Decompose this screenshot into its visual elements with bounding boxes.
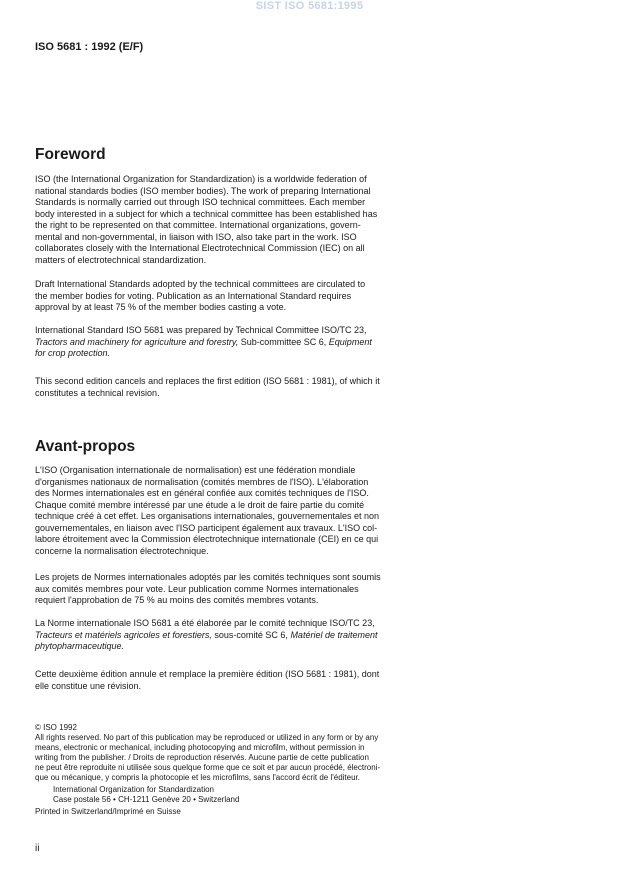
- subcommittee-title: Equipment: [328, 336, 372, 347]
- text-line: constitutes a technical revision.: [35, 387, 160, 398]
- foreword-paragraph-4: [35, 376, 582, 399]
- text-line: [35, 348, 582, 360]
- organization-address: Case postale 56 • CH-1211 Genève 20 • Switzerland: [53, 795, 240, 804]
- rights-line: ne peut être reproduite ni utilisée sous quelque forme que ce soit et par aucun procédé, électroni-: [35, 763, 381, 772]
- text-line: La Norme internationale ISO 5681 a été élaborée par le comité technique ISO/TC 23,: [35, 618, 375, 628]
- text-line: This second edition cancels and replaces the first edition (ISO 5681 : 1981), of which it: [35, 376, 380, 386]
- text-line: approval by at least 75 % of the member bodies casting a vote.: [35, 302, 287, 312]
- foreword-paragraph-3: [35, 325, 582, 360]
- rights-line: writing from the publisher. / Droits de reproduction réservés. Aucune partie de cette publication: [35, 753, 369, 762]
- text-line: Standards is normally carried out through ISO technical committees. Each member: [35, 197, 366, 207]
- text-line: d'organismes nationaux de normalisation (comités membres de l'ISO). L'élaboration: [35, 476, 369, 487]
- foreword-title: Foreword: [35, 146, 106, 163]
- rights-line: means, electronic or mechanical, including photocopying and microfilm, without permission in: [35, 743, 365, 752]
- avant-propos-paragraph-1: [35, 465, 582, 557]
- subcommittee-title-cont: phytopharmaceutique.: [35, 641, 125, 651]
- document-header: ISO 5681 : 1992 (E/F): [35, 41, 144, 53]
- foreword-paragraph-2: [35, 279, 582, 314]
- foreword-paragraph-1: [35, 174, 582, 266]
- text-line: International Standard ISO 5681 was prepared by Technical Committee ISO/TC 23,: [35, 325, 367, 335]
- text-line: [35, 641, 582, 653]
- text-line: concerne la normalisation électrotechnique.: [35, 545, 209, 556]
- rights-line: que ou mécanique, y compris la photocopie et les microfilms, sans l'accord écrit de l'éditeur.: [35, 773, 360, 782]
- rights-line: All rights reserved. No part of this publication may be reproduced or utilized in any form or by any: [35, 733, 379, 742]
- avant-propos-title: Avant-propos: [35, 438, 136, 455]
- subcommittee-title-cont: for crop protection.: [35, 348, 111, 358]
- subcommittee-text: Sub-committee SC 6,: [238, 336, 329, 347]
- text-line: Draft International Standards adopted by the technical committees are circulated to: [35, 279, 366, 289]
- copyright-line: © ISO 1992: [35, 723, 77, 732]
- watermark: SIST ISO 5681:1995: [255, 0, 364, 12]
- text-line: requiert l'approbation de 75 % au moins des comités membres votants.: [35, 595, 319, 605]
- text-line: Chaque comité membre intéressé par une étude a le droit de faire partie du comité: [35, 499, 365, 510]
- page-number: ii: [35, 843, 40, 854]
- printed-in: Printed in Switzerland/Imprimé en Suisse: [35, 807, 181, 816]
- text-line: matters of electrotechnical standardization.: [35, 254, 207, 265]
- text-line: L'ISO (Organisation internationale de normalisation) est une fédération mondiale: [35, 465, 356, 475]
- text-line: the member bodies for voting. Publication as an International Standard requires: [35, 290, 352, 301]
- text-line: technique créé à cet effet. Les organisations internationales, gouvernementales et non: [35, 511, 380, 521]
- text-line: national standards bodies (ISO member bodies). The work of preparing International: [35, 185, 371, 196]
- subcommittee-title: Matériel de traitement: [290, 629, 378, 640]
- text-line: collaborates closely with the International Electrotechnical Commission (IEC) on all: [35, 243, 365, 253]
- committee-title: Tractors and machinery for agriculture and forestry,: [35, 336, 239, 347]
- text-line: Cette deuxième édition annule et remplace la première édition (ISO 5681 : 1981), dont: [35, 669, 380, 679]
- text-line: aux comités membres pour vote. Leur publication comme Normes internationales: [35, 583, 359, 594]
- text-line: gouvernementales, en liaison avec l'ISO participent également aux travaux. L'ISO col-: [35, 522, 378, 533]
- text-line: des Normes internationales est en général confiée aux comités techniques de l'ISO.: [35, 488, 369, 498]
- text-line: elle constitue une révision.: [35, 680, 142, 691]
- text-line: body interested in a subject for which a technical committee has been established has: [35, 208, 378, 219]
- text-line: the right to be represented on that committee. International organizations, govern-: [35, 220, 361, 230]
- text-line: [35, 630, 582, 642]
- organization-name: International Organization for Standardization: [53, 785, 214, 794]
- text-line: ISO (the International Organization for Standardization) is a worldwide federation of: [35, 174, 367, 184]
- avant-propos-paragraph-2: [35, 572, 582, 607]
- avant-propos-paragraph-3: [35, 618, 582, 653]
- copyright-block: [35, 723, 585, 817]
- subcommittee-text: sous-comité SC 6,: [211, 629, 291, 640]
- text-line: [35, 337, 582, 349]
- avant-propos-paragraph-4: [35, 669, 582, 692]
- committee-title: Tracteurs et matériels agricoles et forestiers,: [35, 629, 212, 640]
- text-line: mental and non-governmental, in liaison with ISO, also take part in the work. ISO: [35, 231, 357, 242]
- text-line: Les projets de Normes internationales adoptés par les comités techniques sont soumis: [35, 572, 381, 582]
- text-line: labore étroitement avec la Commission électrotechnique internationale (CEI) en ce qui: [35, 534, 379, 544]
